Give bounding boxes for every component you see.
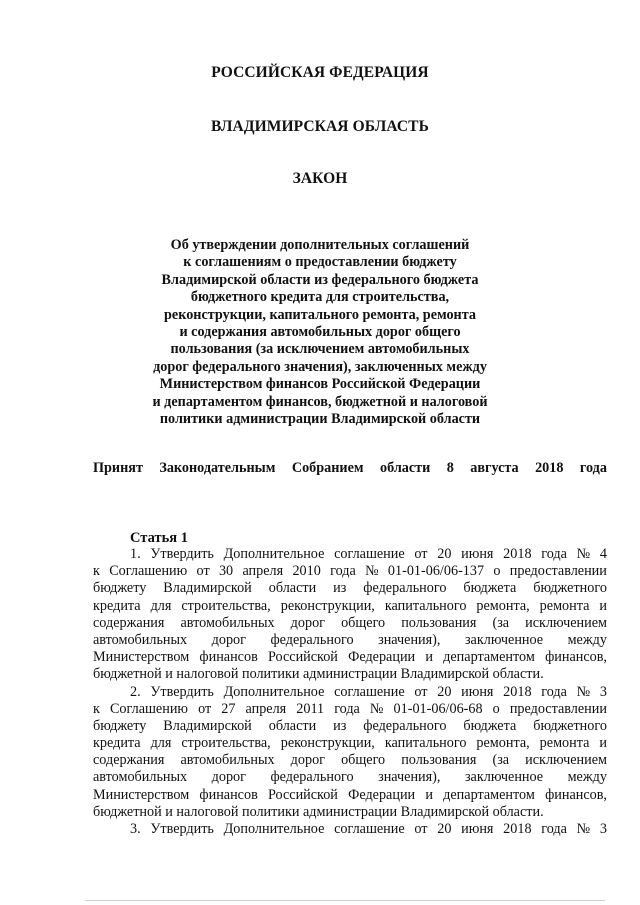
region-heading: ВЛАДИМИРСКАЯ ОБЛАСТЬ xyxy=(211,118,429,135)
body-word: Соглашению xyxy=(109,700,189,717)
body-word: федерального xyxy=(270,631,354,648)
body-line xyxy=(93,632,607,649)
body-word: автомобильных xyxy=(180,614,275,631)
body-word: общего xyxy=(341,752,386,769)
body-word: автомобильных xyxy=(93,631,188,648)
body-word: для xyxy=(150,735,172,752)
body-word: бюджета xyxy=(463,580,517,597)
body-line xyxy=(93,546,607,563)
title-line: Владимирской области из федерального бюджета xyxy=(161,271,479,288)
body-word: от xyxy=(414,821,428,837)
body-word: реконструкции, xyxy=(280,597,375,614)
body-word: Утвердить xyxy=(150,546,214,562)
body-word: Утвердить xyxy=(150,683,214,700)
body-line: бюджетной и налоговой политики администрации Владимирской области. xyxy=(93,666,544,683)
body-word: Министерством xyxy=(93,649,190,666)
body-word: ремонта, xyxy=(476,597,530,614)
body-word: 2. xyxy=(130,683,141,700)
body-line: бюджетной и налоговой политики администрации Владимирской области. xyxy=(93,803,544,820)
body-word: федерального xyxy=(270,769,354,786)
body-line xyxy=(93,821,607,838)
body-word: содержания xyxy=(93,752,165,769)
title-line: и департаментом финансов, бюджетной и налоговой xyxy=(152,393,488,410)
body-word: от xyxy=(196,563,210,580)
body-word: 01-01-06/06-137 xyxy=(387,563,485,580)
body-word: области xyxy=(268,717,317,734)
doc-type-heading: ЗАКОН xyxy=(292,170,348,187)
adoption-word: области xyxy=(380,460,431,476)
body-line xyxy=(93,684,607,701)
body-word: ремонта xyxy=(539,735,590,752)
body-word: бюджета xyxy=(463,717,517,734)
body-word: федерального xyxy=(363,717,447,734)
page-bottom-rule xyxy=(85,900,605,901)
body-word: бюджету xyxy=(93,717,147,734)
body-word: из xyxy=(333,717,347,734)
body-line xyxy=(93,598,607,615)
body-word: апреля xyxy=(242,563,284,580)
body-word: бюджетного xyxy=(533,717,607,734)
title-line: пользования (за исключением автомобильных xyxy=(170,341,470,358)
body-word: заключенное xyxy=(464,769,544,786)
body-word: значения), xyxy=(378,769,441,786)
body-word: 20 xyxy=(437,546,452,562)
body-word: (за xyxy=(492,752,510,769)
body-word: пользования xyxy=(401,752,477,769)
body-word: соглашение xyxy=(334,821,405,837)
body-word: Владимирской xyxy=(163,717,252,734)
body-word: 01-01-06/06-68 xyxy=(393,700,483,717)
body-word: 20 xyxy=(437,821,452,837)
body-line xyxy=(93,787,607,804)
adoption-word: Собранием xyxy=(291,460,364,476)
body-word: 27 xyxy=(221,700,236,717)
body-word: предоставлении xyxy=(509,563,607,580)
body-word: Соглашению xyxy=(109,563,188,580)
body-word: 3 xyxy=(599,683,607,700)
body-word: финансов, xyxy=(545,649,607,666)
body-word: дорог xyxy=(290,614,325,631)
body-word: 20 xyxy=(437,683,452,700)
body-word: и xyxy=(599,597,607,614)
title-line: политики администрации Владимирской области xyxy=(159,411,481,428)
adoption-word: Принят xyxy=(93,460,143,476)
body-line xyxy=(93,718,607,735)
adoption-word: Законодательным xyxy=(159,460,276,476)
body-word: строительства, xyxy=(181,735,271,752)
adoption-word: года xyxy=(579,460,607,476)
body-word: федерального xyxy=(363,580,447,597)
body-word: между xyxy=(567,769,607,786)
title-line: реконструкции, капитального ремонта, ремонта xyxy=(164,306,476,323)
body-word: от xyxy=(414,546,428,562)
body-word: пользования xyxy=(401,614,477,631)
body-word: Утвердить xyxy=(150,821,214,837)
body-word: № xyxy=(576,683,591,700)
body-word: года xyxy=(330,563,356,580)
law-title xyxy=(110,237,530,428)
body-word: № xyxy=(576,821,591,837)
body-word: 2018 xyxy=(503,546,532,562)
adoption-word: 8 xyxy=(446,460,454,476)
body-word: дорог xyxy=(211,769,246,786)
body-word: и xyxy=(425,786,433,803)
body-word: финансов xyxy=(199,786,258,803)
title-line: Министерством финансов Российской Федерации xyxy=(159,376,481,393)
body-word: Дополнительное xyxy=(223,546,325,562)
body-word: строительства, xyxy=(181,597,271,614)
body-word: Дополнительное xyxy=(223,683,325,700)
body-line xyxy=(93,752,607,769)
body-word: дорог xyxy=(211,631,246,648)
body-word: Российской xyxy=(267,786,338,803)
body-word: 3. xyxy=(130,821,141,837)
body-word: Дополнительное xyxy=(223,821,325,837)
body-word: исключением xyxy=(525,752,607,769)
body-word: общего xyxy=(341,614,386,631)
body-word: года xyxy=(541,821,567,837)
body-line xyxy=(93,563,607,580)
body-word: ремонта xyxy=(539,597,590,614)
body-word: № xyxy=(576,546,591,562)
country-heading: РОССИЙСКАЯ ФЕДЕРАЦИЯ xyxy=(211,64,429,81)
body-word: года xyxy=(541,546,567,562)
body-word: бюджетного xyxy=(533,580,607,597)
body-word: от xyxy=(198,700,212,717)
body-word: реконструкции, xyxy=(280,735,375,752)
title-line: Об утверждении дополнительных соглашений xyxy=(170,237,470,253)
body-word: департаментом xyxy=(443,786,535,803)
body-word: 4 xyxy=(599,546,607,562)
article-heading: Статья 1 xyxy=(130,530,188,546)
body-word: автомобильных xyxy=(180,752,275,769)
body-word: (за xyxy=(492,614,510,631)
body-line xyxy=(93,615,607,632)
body-word: соглашение xyxy=(334,546,405,562)
adoption-line xyxy=(93,460,607,477)
body-word: 2018 xyxy=(503,683,532,700)
body-word: года xyxy=(334,700,360,717)
adoption-word: 2018 xyxy=(535,460,564,476)
body-word: финансов xyxy=(199,649,258,666)
body-word: к xyxy=(93,563,100,580)
body-word: июня xyxy=(461,683,494,700)
body-word: исключением xyxy=(525,614,607,631)
title-line: и содержания автомобильных дорог общего xyxy=(179,324,461,341)
body-word: соглашение xyxy=(334,683,405,700)
body-word: значения), xyxy=(378,631,441,648)
body-line xyxy=(93,701,607,718)
body-word: капитального xyxy=(384,597,467,614)
body-word: Владимирской xyxy=(163,580,252,597)
article-body xyxy=(93,546,607,838)
body-line xyxy=(93,769,607,786)
body-word: кредита xyxy=(93,735,141,752)
body-word: между xyxy=(567,631,607,648)
body-word: ремонта, xyxy=(476,735,530,752)
body-word: и xyxy=(425,649,433,666)
body-word: 2010 xyxy=(292,563,321,580)
body-word: капитального xyxy=(384,735,467,752)
body-word: и xyxy=(599,735,607,752)
body-word: содержания xyxy=(93,614,165,631)
body-word: Российской xyxy=(267,649,338,666)
body-word: 2011 xyxy=(296,700,325,717)
adoption-word: августа xyxy=(470,460,519,476)
body-word: департаментом xyxy=(443,649,535,666)
body-line xyxy=(93,580,607,597)
body-word: 3 xyxy=(599,821,607,837)
body-word: финансов, xyxy=(545,786,607,803)
title-line: бюджетного кредита для строительства, xyxy=(190,289,450,306)
body-word: о xyxy=(493,563,501,580)
body-word: бюджету xyxy=(93,580,147,597)
body-word: для xyxy=(150,597,172,614)
body-word: 1. xyxy=(130,546,141,562)
title-line: дорог федерального значения), заключенных между xyxy=(153,358,487,375)
body-word: июня xyxy=(461,821,494,837)
body-word: предоставлении xyxy=(509,700,607,717)
body-word: июня xyxy=(461,546,494,562)
body-word: апреля xyxy=(245,700,287,717)
body-word: Федерации xyxy=(348,649,416,666)
title-line: к соглашениям о предоставлении бюджету xyxy=(183,254,457,271)
body-line xyxy=(93,735,607,752)
body-line xyxy=(93,649,607,666)
body-word: № xyxy=(369,700,384,717)
body-word: 2018 xyxy=(503,821,532,837)
body-word: № xyxy=(365,563,379,580)
body-word: дорог xyxy=(290,752,325,769)
body-word: Федерации xyxy=(348,786,416,803)
body-word: заключенное xyxy=(464,631,544,648)
body-word: кредита xyxy=(93,597,141,614)
body-word: 30 xyxy=(218,563,234,580)
body-word: Министерством xyxy=(93,786,190,803)
body-word: от xyxy=(414,683,428,700)
body-word: области xyxy=(268,580,317,597)
body-word: автомобильных xyxy=(93,769,188,786)
body-word: из xyxy=(333,580,347,597)
body-word: о xyxy=(492,700,500,717)
body-word: года xyxy=(541,683,567,700)
body-word: к xyxy=(93,700,100,717)
